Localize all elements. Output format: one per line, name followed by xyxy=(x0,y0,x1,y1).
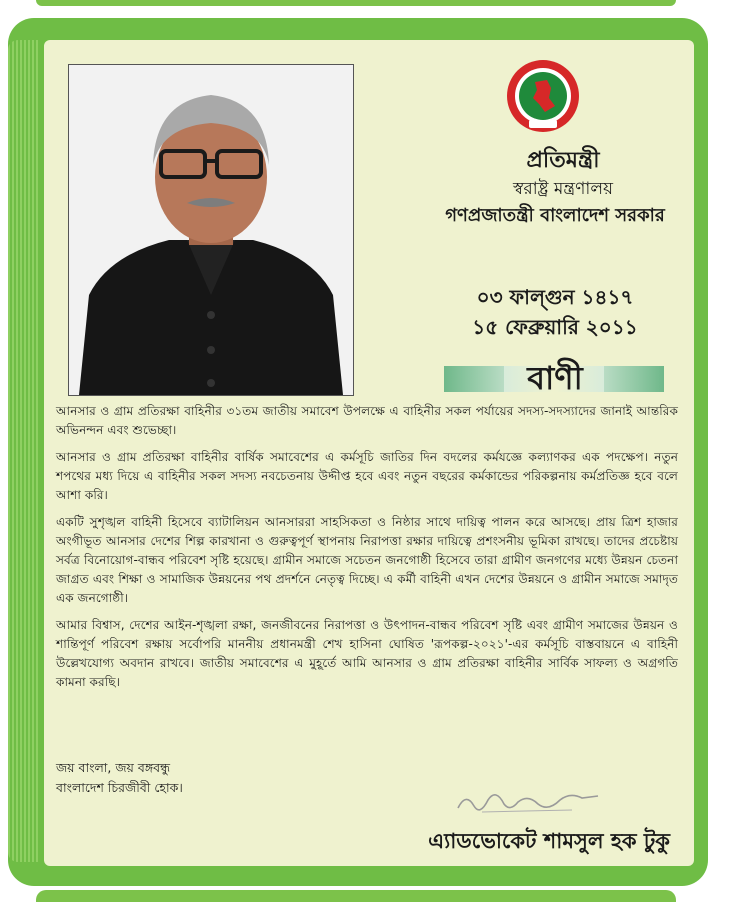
message-title: বাণী xyxy=(527,359,583,397)
message-paragraph: আমার বিশ্বাস, দেশের আইন-শৃঙ্খলা রক্ষা, জনজীবনের নিরাপত্তা ও উৎপাদন-বান্ধব পরিবেশ সৃষ্টি এবং গ্রামীণ সমাজের উন্নয়ন ও শান্তিপূর্ণ পরিবেশ রক্ষায় সর্বোপরি মাননীয় প্রধানমন্ত্রী শেখ হাসিনা ঘোষিত 'রূপকল্প-২০২১'-এর কর্মসূচি বাস্তবায়নে এ বাহিনী উল্লেখযোগ্য অবদান রাখবে। জাতীয় সমাবেশের এ মুহূর্তে আমি আনসার ও গ্রাম প্রতিরক্ষা বাহিনীর সার্বিক সাফল্য ও অগ্রগতি কামনা করছি। xyxy=(56,618,678,689)
bangladesh-govt-seal-icon xyxy=(505,58,581,134)
closing-lines xyxy=(56,758,183,798)
message-paragraph: একটি সুশৃঙ্খল বাহিনী হিসেবে ব্যাটালিয়ন আনসাররা সাহসিকতা ও নিষ্ঠার সাথে দায়িত্ব পালন করে আসছে। প্রায় ত্রিশ হাজার অংগীভূত আনসার দেশের শিল্প কারখানা ও গুরুত্বপূর্ণ স্থাপনায় নিরাপত্তা রক্ষার দায়িত্বে প্রশংসনীয় ভূমিকা রাখছে। তাদের প্রচেষ্টায় সর্বত্র বিনোয়োগ-বান্ধব পরিবেশ সৃষ্টি হয়েছে। গ্রামীন সমাজে সচেতন জনগোষ্ঠী হিসেবে তারা গ্রামীণ জনগণের মধ্যে উন্নয়ন চেতনা জাগ্রত এবং শিক্ষা ও সামাজিক উন্নয়নের পথ প্রদর্শনে নেতৃত্ব দিচ্ছে। এ কর্মী বাহিনী এখন দেশের উন্নয়নে ও গ্রামীন সমাজে সমাদৃত এক জনগোষ্ঠী। xyxy=(56,515,678,605)
top-border-strip xyxy=(36,0,676,6)
card-stripe-decoration xyxy=(8,40,38,862)
closing-line: জয় বাংলা, জয় বঙ্গবন্ধু xyxy=(56,760,170,775)
designation-title: প্রতিমন্ত্রী xyxy=(526,148,600,173)
bangla-date: ০৩ ফাল্গুন ১৪১৭ xyxy=(476,285,634,309)
message-paragraph: আনসার ও গ্রাম প্রতিরক্ষা বাহিনীর বার্ষিক সমাবেশের এ কর্মসূচি জাতির দিন বদলের কর্মযজ্ঞে কল্যাণকর এক পদক্ষেপ। নতুন শপথের মধ্য দিয়ে এ বাহিনীর সকল সদস্য নবচেতনায় উদ্দীপ্ত হবে এবং নতুন বছরের কর্মকান্ডের পরিকল্পনায় কর্মপ্রতিজ্ঞ হবে বলে আশা করি। xyxy=(56,450,678,502)
government-name: গণপ্রজাতন্ত্রী বাংলাদেশ সরকার xyxy=(445,205,665,226)
message-paragraph: আনসার ও গ্রাম প্রতিরক্ষা বাহিনীর ৩১তম জাতীয় সমাবেশ উপলক্ষে এ বাহিনীর সকল পর্যায়ের সদস্য-সদস্যাদের জানাই আন্তরিক অভিনন্দন এবং শুভেচ্ছা। xyxy=(56,404,678,437)
closing-line: বাংলাদেশ চিরজীবী হোক। xyxy=(56,780,183,795)
date-block xyxy=(430,282,680,342)
signatory-name: এ্যাডভোকেট শামসুল হক টুকু xyxy=(428,829,670,853)
handwritten-signature xyxy=(452,782,602,822)
bottom-border-strip xyxy=(36,890,676,902)
ministry-name: স্বরাষ্ট্র মন্ত্রণালয় xyxy=(513,179,613,199)
minister-portrait xyxy=(68,64,354,396)
gregorian-date: ১৫ ফেব্রুয়ারি ২০১১ xyxy=(472,315,638,339)
official-title-block xyxy=(380,146,690,230)
message-body xyxy=(56,402,678,700)
